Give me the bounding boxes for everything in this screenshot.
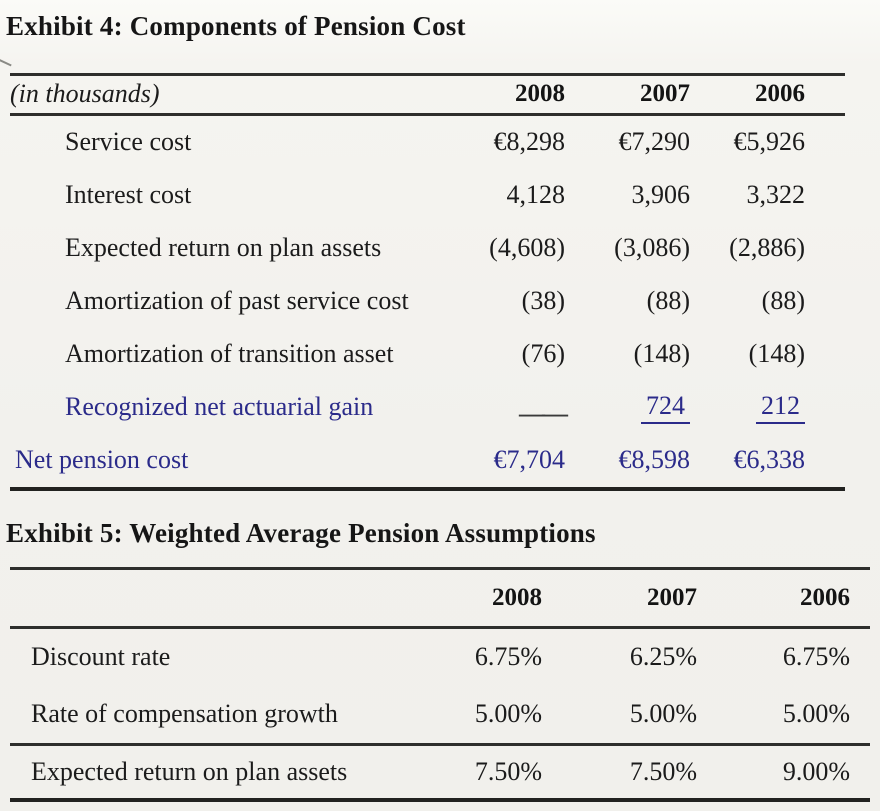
cell-value: 3,322 xyxy=(746,180,805,210)
table-row-discount-rate xyxy=(10,629,870,686)
exhibit4-unit-note: (in thousands) xyxy=(10,79,160,109)
exhibit4-table xyxy=(10,73,845,491)
exhibit4-year-2006: 2006 xyxy=(755,80,805,108)
cell-value: €8,598 xyxy=(618,445,690,475)
cell-value: 7.50% xyxy=(629,756,697,786)
cell-value: (148) xyxy=(633,339,690,369)
table-row-amortization-transition xyxy=(10,328,845,381)
table-row-recognized-gain xyxy=(10,381,845,434)
cell-value: 6.25% xyxy=(629,642,697,671)
row-label: Expected return on plan assets xyxy=(31,756,348,786)
exhibit4-bottom-rule xyxy=(10,487,845,491)
cell-value: (3,086) xyxy=(614,233,690,263)
table-row-expected-return xyxy=(10,222,845,275)
exhibit4-year-2007: 2007 xyxy=(640,80,690,108)
exhibit5-year-2008: 2008 xyxy=(492,583,542,611)
exhibit5-table xyxy=(10,567,870,802)
table-row-amortization-past-service xyxy=(10,275,845,328)
cell-value: (38) xyxy=(521,286,565,316)
cell-value: 4,128 xyxy=(506,180,565,210)
row-label: Amortization of past service cost xyxy=(65,286,409,316)
cell-value: €5,926 xyxy=(733,127,805,157)
cell-value: (76) xyxy=(521,339,565,369)
row-label: Amortization of transition asset xyxy=(65,339,394,369)
row-label: Rate of compensation growth xyxy=(31,699,338,728)
cell-value: 212 xyxy=(756,391,805,424)
cell-value: 6.75% xyxy=(782,642,850,671)
cell-value: (88) xyxy=(646,286,690,316)
exhibit5-year-2007: 2007 xyxy=(647,583,697,611)
cell-value: 7.50% xyxy=(474,756,542,786)
table-row-service-cost xyxy=(10,116,845,169)
table-row-net-pension-cost xyxy=(10,434,845,487)
exhibit5-bottom-rule xyxy=(10,798,870,802)
exhibit4-header-row xyxy=(10,76,845,113)
cell-value: €6,338 xyxy=(733,445,805,475)
cell-value: (2,886) xyxy=(729,233,805,263)
table-row-interest-cost xyxy=(10,169,845,222)
row-label: Service cost xyxy=(65,127,192,157)
table-row-compensation-growth xyxy=(10,686,870,743)
cell-value: €8,298 xyxy=(493,127,565,157)
cell-value: 9.00% xyxy=(782,756,850,786)
row-label: Discount rate xyxy=(31,642,171,671)
exhibit5-title: Exhibit 5: Weighted Average Pension Assumptions xyxy=(6,517,596,548)
exhibit5-header-row xyxy=(10,570,870,626)
scan-artifact xyxy=(0,50,16,67)
row-label: Expected return on plan assets xyxy=(65,233,382,263)
row-label: Net pension cost xyxy=(15,445,189,475)
exhibit4-title: Exhibit 4: Components of Pension Cost xyxy=(6,11,466,41)
cell-value: 3,906 xyxy=(631,180,690,210)
row-label: Interest cost xyxy=(65,180,192,210)
cell-value: 5.00% xyxy=(629,699,697,728)
blank-value-dash: —— xyxy=(519,399,565,429)
row-label: Recognized net actuarial gain xyxy=(65,392,374,422)
cell-value: €7,704 xyxy=(493,445,565,475)
cell-value: (148) xyxy=(748,339,805,369)
cell-value: 724 xyxy=(641,391,690,424)
cell-value: 5.00% xyxy=(782,699,850,728)
cell-value: (4,608) xyxy=(489,233,565,263)
cell-value: 5.00% xyxy=(474,699,542,728)
cell-value: 6.75% xyxy=(474,642,542,671)
cell-value: (88) xyxy=(761,286,805,316)
cell-value: €7,290 xyxy=(618,127,690,157)
exhibit4-year-2008: 2008 xyxy=(515,80,565,108)
exhibit5-year-2006: 2006 xyxy=(800,583,850,611)
table-row-expected-return-assets xyxy=(10,746,870,798)
